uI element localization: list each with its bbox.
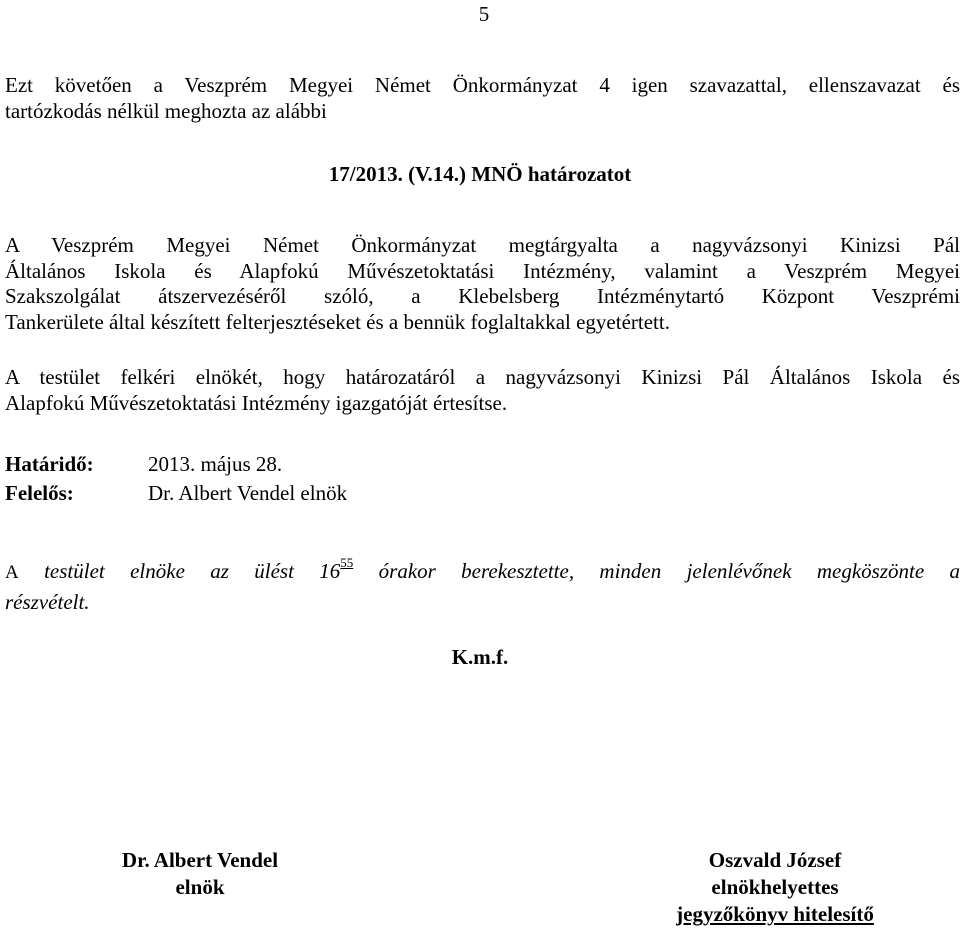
paragraph1-line-2: Általános Iskola és Alapfokú Művészetoktatási Intézmény, valamint a Veszprém Megyei: [5, 258, 960, 283]
paragraph1-line-3: Szakszolgálat átszervezéséről szóló, a Klebelsberg Intézménytartó Központ Veszprémi: [5, 284, 960, 308]
responsible-value: Dr. Albert Vendel elnök: [148, 481, 348, 505]
closing-line-1: [5, 557, 960, 588]
deadline-label: Határidő:: [5, 452, 94, 476]
closing-text-before: testület elnöke az ülést 16: [44, 559, 341, 583]
signature-left: [80, 847, 320, 901]
closing-prefix: A: [5, 562, 19, 583]
signature-right-extra: jegyzőkönyv hitelesítő: [676, 902, 874, 926]
responsible-label: Felelős:: [5, 481, 74, 505]
signature-left-name: Dr. Albert Vendel: [121, 848, 279, 872]
page-number: 5: [478, 2, 490, 26]
intro-line-2: tartózkodás nélkül meghozta az alábbi: [5, 98, 327, 123]
paragraph1-line-1: A Veszprém Megyei Német Önkormányzat megtárgyalta a nagyvázsonyi Kinizsi Pál: [5, 233, 960, 257]
paragraph2-line-1: A testület felkéri elnökét, hogy határozatáról a nagyvázsonyi Kinizsi Pál Általános Iskola és: [5, 365, 960, 389]
closing-minutes: 55: [340, 555, 354, 570]
signature-left-role: elnök: [175, 875, 225, 899]
signature-right-name: Oszvald József: [708, 848, 842, 872]
resolution-paragraph-1: [5, 233, 960, 335]
signature-right-role: elnökhelyettes: [711, 875, 839, 899]
paragraph2-line-2: Alapfokú Művészetoktatási Intézmény igazgatóját értesítse.: [5, 390, 508, 415]
closing-line-2: részvételt.: [5, 590, 90, 614]
resolution-title: 17/2013. (V.14.) MNÖ határozatot: [328, 162, 632, 186]
closing-paragraph: [5, 557, 960, 616]
deadline-value: 2013. május 28.: [148, 452, 283, 476]
intro-paragraph: [5, 73, 960, 124]
signature-right: [640, 847, 910, 928]
responsible-row: [5, 479, 347, 507]
paragraph1-line-4: Tankerülete által készített felterjesztéseket és a bennük foglaltakkal egyetértett.: [5, 309, 670, 334]
kmf-label: K.m.f.: [451, 645, 509, 669]
intro-line-1: Ezt követően a Veszprém Megyei Német Önkormányzat 4 igen szavazattal, ellenszavazat és: [5, 73, 960, 97]
deadline-row: [5, 450, 282, 478]
resolution-paragraph-2: [5, 365, 960, 416]
closing-text-after: órakor berekesztette, minden jelenlévőnek megköszönte a: [378, 559, 960, 583]
